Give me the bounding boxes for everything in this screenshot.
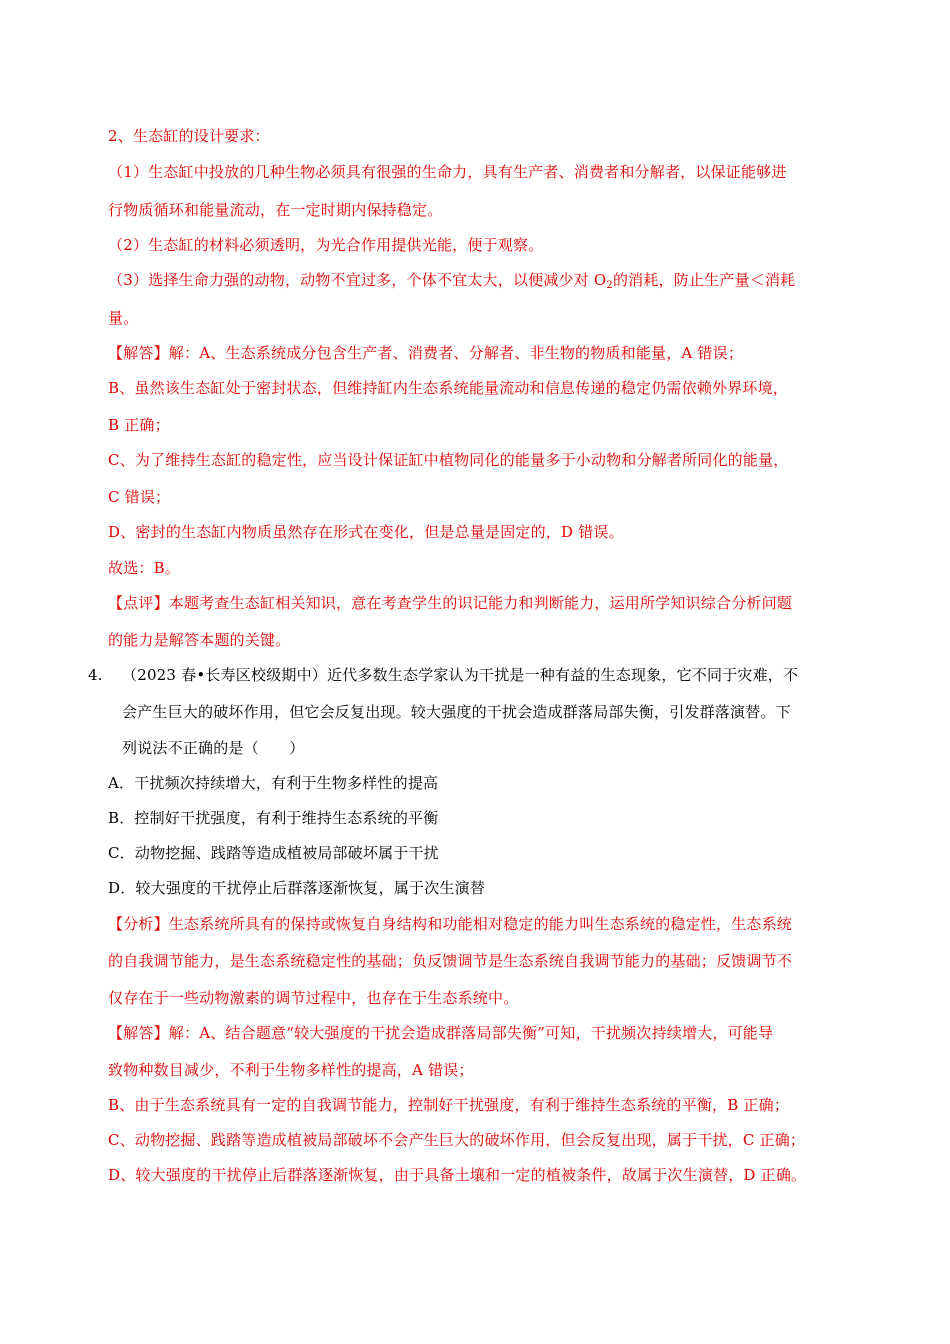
q4-answer-line1: 【解答】解：A、结合题意“较大强度的干扰会造成群落局部失衡”可知，干扰频次持续增大，可能导 [108, 1024, 774, 1042]
oxygen-subscript: 2 [606, 280, 613, 291]
q3-answer-line5: C 错误； [108, 488, 171, 506]
design-requirement-1-line1: （1）生态缸中投放的几种生物必须具有很强的生命力，具有生产者、消费者和分解者，以保证能够进 [108, 163, 787, 181]
q4-option-a: A．干扰频次持续增大，有利于生物多样性的提高 [108, 774, 439, 792]
design-requirements-heading: 2、生态缸的设计要求： [108, 127, 270, 145]
design-requirement-2: （2）生态缸的材料必须透明，为光合作用提供光能，便于观察。 [108, 236, 544, 254]
q4-option-c: C．动物挖掘、践踏等造成植被局部破坏属于干扰 [108, 844, 439, 862]
q3-answer-line4: C、为了维持生态缸的稳定性，应当设计保证缸中植物同化的能量多于小动物和分解者所同化的能量， [108, 451, 789, 469]
q3-comment-line2: 的能力是解答本题的关键。 [108, 631, 291, 649]
q3-choice: 故选：B。 [108, 559, 181, 577]
q4-answer-line2: 致物种数目减少，不利于生物多样性的提高，A 错误； [108, 1061, 474, 1079]
q3-answer-line2: B、虽然该生态缸处于密封状态，但维持缸内生态系统能量流动和信息传递的稳定仍需依赖外界环境， [108, 379, 789, 397]
design-requirement-1-line2: 行物质循环和能量流动，在一定时期内保持稳定。 [108, 201, 443, 219]
q4-answer-line5: D、较大强度的干扰停止后群落逐渐恢复，由于具备土壤和一定的植被条件，故属于次生演替，D 正确。 [108, 1166, 807, 1184]
q4-stem-line1: （2023 春•长寿区校级期中）近代多数生态学家认为干扰是一种有益的生态现象，它不同于灾难，不 [122, 666, 799, 684]
design-requirement-3-line2: 量。 [108, 309, 139, 327]
design-requirement-3-pre: （3）选择生命力强的动物，动物不宜过多，个体不宜太大，以便减少对 O [108, 271, 607, 289]
q3-answer-line3: B 正确； [108, 416, 170, 434]
q3-answer-line6: D、密封的生态缸内物质虽然存在形式在变化，但是总量是固定的，D 错误。 [108, 523, 624, 541]
q4-analysis-line3: 仅存在于一些动物激素的调节过程中，也存在于生态系统中。 [108, 989, 519, 1007]
q4-analysis-line1: 【分析】生态系统所具有的保持或恢复自身结构和功能相对稳定的能力叫生态系统的稳定性，生态系统 [108, 915, 793, 933]
q4-answer-line3: B、由于生态系统具有一定的自我调节能力，控制好干扰强度，有利于维持生态系统的平衡，B 正确； [108, 1096, 790, 1114]
q4-number: 4. [88, 666, 103, 684]
q4-stem-line3: 列说法不正确的是（ ） [122, 739, 305, 757]
q4-stem-line2: 会产生巨大的破坏作用，但它会反复出现。较大强度的干扰会造成群落局部失衡，引发群落演替。下 [122, 703, 791, 721]
q4-option-b: B．控制好干扰强度，有利于维持生态系统的平衡 [108, 809, 439, 827]
q4-analysis-line2: 的自我调节能力，是生态系统稳定性的基础；负反馈调节是生态系统自我调节能力的基础；反馈调节不 [108, 952, 793, 970]
q3-answer-line1: 【解答】解：A、生态系统成分包含生产者、消费者、分解者、非生物的物质和能量，A 错误； [108, 344, 744, 362]
design-requirement-3-line1 [108, 270, 795, 290]
q4-answer-line4: C、动物挖掘、践踏等造成植被局部破坏不会产生巨大的破坏作用，但会反复出现，属于干扰，C 正确； [108, 1131, 806, 1149]
q4-option-d: D．较大强度的干扰停止后群落逐渐恢复，属于次生演替 [108, 879, 486, 897]
design-requirement-3-post: 的消耗，防止生产量＜消耗 [612, 271, 796, 289]
q3-comment-line1: 【点评】本题考查生态缸相关知识，意在考查学生的识记能力和判断能力，运用所学知识综合分析问题 [108, 594, 793, 612]
